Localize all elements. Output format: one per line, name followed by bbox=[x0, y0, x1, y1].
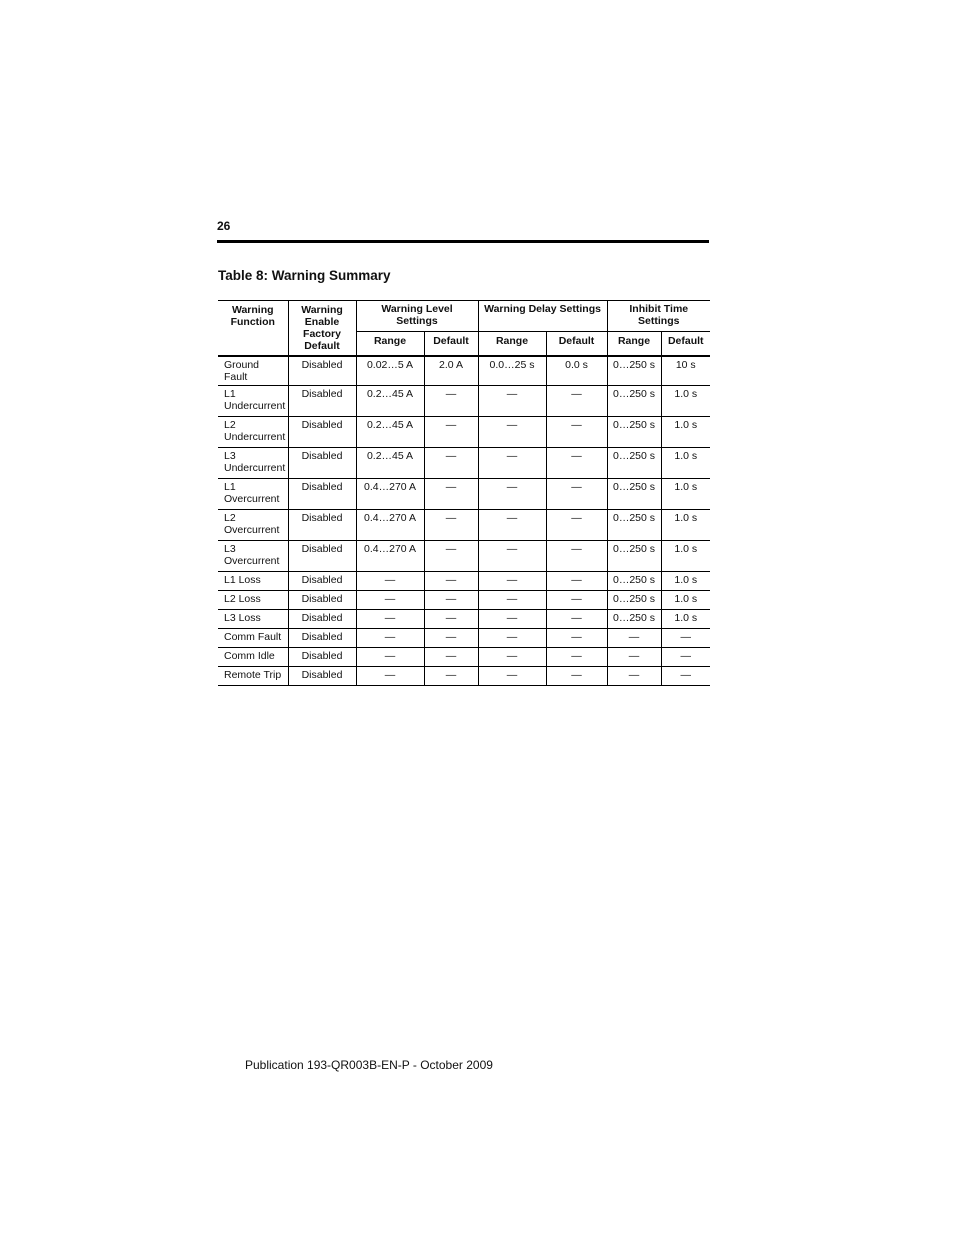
cell-delay-default: — bbox=[546, 510, 607, 541]
cell-inhibit-default: 1.0 s bbox=[661, 510, 710, 541]
cell-function: Comm Idle bbox=[218, 648, 288, 667]
cell-level-default: — bbox=[424, 448, 478, 479]
table-row bbox=[218, 417, 710, 448]
cell-function: L2 Undercurrent bbox=[218, 417, 288, 448]
cell-inhibit-range: 0…250 s bbox=[607, 541, 661, 572]
cell-delay-default: 0.0 s bbox=[546, 356, 607, 386]
cell-function: L1 Loss bbox=[218, 572, 288, 591]
cell-inhibit-default: — bbox=[661, 667, 710, 686]
header-level-default: Default bbox=[424, 332, 478, 357]
cell-function: Remote Trip bbox=[218, 667, 288, 686]
cell-delay-default: — bbox=[546, 479, 607, 510]
cell-level-default: — bbox=[424, 541, 478, 572]
cell-delay-range: — bbox=[478, 448, 546, 479]
cell-delay-range: — bbox=[478, 479, 546, 510]
cell-level-default: — bbox=[424, 572, 478, 591]
cell-level-default: 2.0 A bbox=[424, 356, 478, 386]
cell-delay-default: — bbox=[546, 610, 607, 629]
cell-level-range: 0.2…45 A bbox=[356, 448, 424, 479]
cell-level-default: — bbox=[424, 386, 478, 417]
cell-function: L3 Loss bbox=[218, 610, 288, 629]
cell-inhibit-range: 0…250 s bbox=[607, 448, 661, 479]
header-inhibit-time: Inhibit Time Settings bbox=[607, 301, 710, 332]
cell-level-range: — bbox=[356, 629, 424, 648]
cell-delay-default: — bbox=[546, 667, 607, 686]
table-row bbox=[218, 541, 710, 572]
header-inhibit-range: Range bbox=[607, 332, 661, 357]
cell-function: L1 Overcurrent bbox=[218, 479, 288, 510]
cell-delay-range: — bbox=[478, 572, 546, 591]
cell-inhibit-default: 10 s bbox=[661, 356, 710, 386]
cell-enable-default: Disabled bbox=[288, 610, 356, 629]
cell-function: L3 Overcurrent bbox=[218, 541, 288, 572]
cell-inhibit-range: 0…250 s bbox=[607, 356, 661, 386]
cell-function: L3 Undercurrent bbox=[218, 448, 288, 479]
cell-enable-default: Disabled bbox=[288, 572, 356, 591]
cell-delay-default: — bbox=[546, 648, 607, 667]
header-warning-function: Warning Function bbox=[218, 301, 288, 357]
cell-level-default: — bbox=[424, 479, 478, 510]
table-row bbox=[218, 572, 710, 591]
cell-enable-default: Disabled bbox=[288, 386, 356, 417]
table-body bbox=[218, 356, 710, 686]
cell-level-range: — bbox=[356, 572, 424, 591]
cell-delay-default: — bbox=[546, 591, 607, 610]
cell-function: Comm Fault bbox=[218, 629, 288, 648]
page-number: 26 bbox=[217, 219, 231, 233]
warning-summary-table bbox=[218, 300, 710, 686]
cell-inhibit-range: — bbox=[607, 629, 661, 648]
cell-delay-range: — bbox=[478, 610, 546, 629]
cell-enable-default: Disabled bbox=[288, 479, 356, 510]
cell-inhibit-range: 0…250 s bbox=[607, 510, 661, 541]
cell-level-default: — bbox=[424, 510, 478, 541]
cell-delay-range: — bbox=[478, 591, 546, 610]
cell-delay-range: — bbox=[478, 510, 546, 541]
cell-enable-default: Disabled bbox=[288, 648, 356, 667]
cell-function: L1 Undercurrent bbox=[218, 386, 288, 417]
cell-enable-default: Disabled bbox=[288, 591, 356, 610]
cell-enable-default: Disabled bbox=[288, 667, 356, 686]
cell-enable-default: Disabled bbox=[288, 541, 356, 572]
cell-inhibit-range: — bbox=[607, 667, 661, 686]
table-row bbox=[218, 591, 710, 610]
header-warning-enable: Warning Enable Factory Default bbox=[288, 301, 356, 357]
cell-level-range: 0.2…45 A bbox=[356, 417, 424, 448]
cell-delay-default: — bbox=[546, 572, 607, 591]
table-row bbox=[218, 510, 710, 541]
cell-level-default: — bbox=[424, 591, 478, 610]
cell-level-range: — bbox=[356, 667, 424, 686]
cell-level-default: — bbox=[424, 667, 478, 686]
header-delay-default: Default bbox=[546, 332, 607, 357]
cell-function: Ground Fault bbox=[218, 356, 288, 386]
header-warning-level: Warning Level Settings bbox=[356, 301, 478, 332]
cell-enable-default: Disabled bbox=[288, 356, 356, 386]
cell-delay-range: — bbox=[478, 541, 546, 572]
cell-inhibit-default: 1.0 s bbox=[661, 610, 710, 629]
cell-level-range: 0.2…45 A bbox=[356, 386, 424, 417]
cell-level-default: — bbox=[424, 417, 478, 448]
cell-level-range: — bbox=[356, 648, 424, 667]
cell-inhibit-default: — bbox=[661, 629, 710, 648]
cell-inhibit-default: 1.0 s bbox=[661, 448, 710, 479]
cell-level-default: — bbox=[424, 610, 478, 629]
cell-level-default: — bbox=[424, 629, 478, 648]
table-row bbox=[218, 610, 710, 629]
table-row bbox=[218, 448, 710, 479]
cell-enable-default: Disabled bbox=[288, 448, 356, 479]
cell-level-range: — bbox=[356, 591, 424, 610]
cell-enable-default: Disabled bbox=[288, 629, 356, 648]
cell-enable-default: Disabled bbox=[288, 417, 356, 448]
header-inhibit-default: Default bbox=[661, 332, 710, 357]
cell-delay-range: — bbox=[478, 417, 546, 448]
header-level-range: Range bbox=[356, 332, 424, 357]
cell-delay-default: — bbox=[546, 448, 607, 479]
cell-inhibit-default: — bbox=[661, 648, 710, 667]
publication-footer: Publication 193-QR003B-EN-P - October 2009 bbox=[245, 1058, 493, 1072]
table-row bbox=[218, 629, 710, 648]
cell-function: L2 Loss bbox=[218, 591, 288, 610]
table-row bbox=[218, 479, 710, 510]
cell-level-default: — bbox=[424, 648, 478, 667]
table-row bbox=[218, 667, 710, 686]
cell-level-range: 0.4…270 A bbox=[356, 479, 424, 510]
cell-delay-range: — bbox=[478, 667, 546, 686]
cell-delay-default: — bbox=[546, 541, 607, 572]
cell-inhibit-range: 0…250 s bbox=[607, 572, 661, 591]
cell-level-range: 0.02…5 A bbox=[356, 356, 424, 386]
cell-inhibit-default: 1.0 s bbox=[661, 541, 710, 572]
cell-enable-default: Disabled bbox=[288, 510, 356, 541]
cell-inhibit-default: 1.0 s bbox=[661, 479, 710, 510]
cell-inhibit-range: 0…250 s bbox=[607, 386, 661, 417]
table-title: Table 8: Warning Summary bbox=[218, 268, 391, 283]
cell-inhibit-range: — bbox=[607, 648, 661, 667]
cell-inhibit-default: 1.0 s bbox=[661, 386, 710, 417]
cell-level-range: 0.4…270 A bbox=[356, 541, 424, 572]
cell-delay-default: — bbox=[546, 417, 607, 448]
cell-delay-range: — bbox=[478, 648, 546, 667]
cell-inhibit-range: 0…250 s bbox=[607, 479, 661, 510]
cell-delay-default: — bbox=[546, 386, 607, 417]
header-row-top bbox=[218, 301, 710, 332]
cell-level-range: — bbox=[356, 610, 424, 629]
header-warning-delay: Warning Delay Settings bbox=[478, 301, 607, 332]
cell-inhibit-default: 1.0 s bbox=[661, 591, 710, 610]
cell-inhibit-range: 0…250 s bbox=[607, 591, 661, 610]
header-rule bbox=[217, 240, 709, 243]
table-row bbox=[218, 648, 710, 667]
cell-inhibit-range: 0…250 s bbox=[607, 610, 661, 629]
cell-level-range: 0.4…270 A bbox=[356, 510, 424, 541]
cell-function: L2 Overcurrent bbox=[218, 510, 288, 541]
cell-inhibit-range: 0…250 s bbox=[607, 417, 661, 448]
header-delay-range: Range bbox=[478, 332, 546, 357]
cell-delay-range: — bbox=[478, 629, 546, 648]
cell-delay-range: 0.0…25 s bbox=[478, 356, 546, 386]
cell-delay-default: — bbox=[546, 629, 607, 648]
cell-inhibit-default: 1.0 s bbox=[661, 417, 710, 448]
cell-inhibit-default: 1.0 s bbox=[661, 572, 710, 591]
cell-delay-range: — bbox=[478, 386, 546, 417]
table-row bbox=[218, 386, 710, 417]
table-row bbox=[218, 356, 710, 386]
